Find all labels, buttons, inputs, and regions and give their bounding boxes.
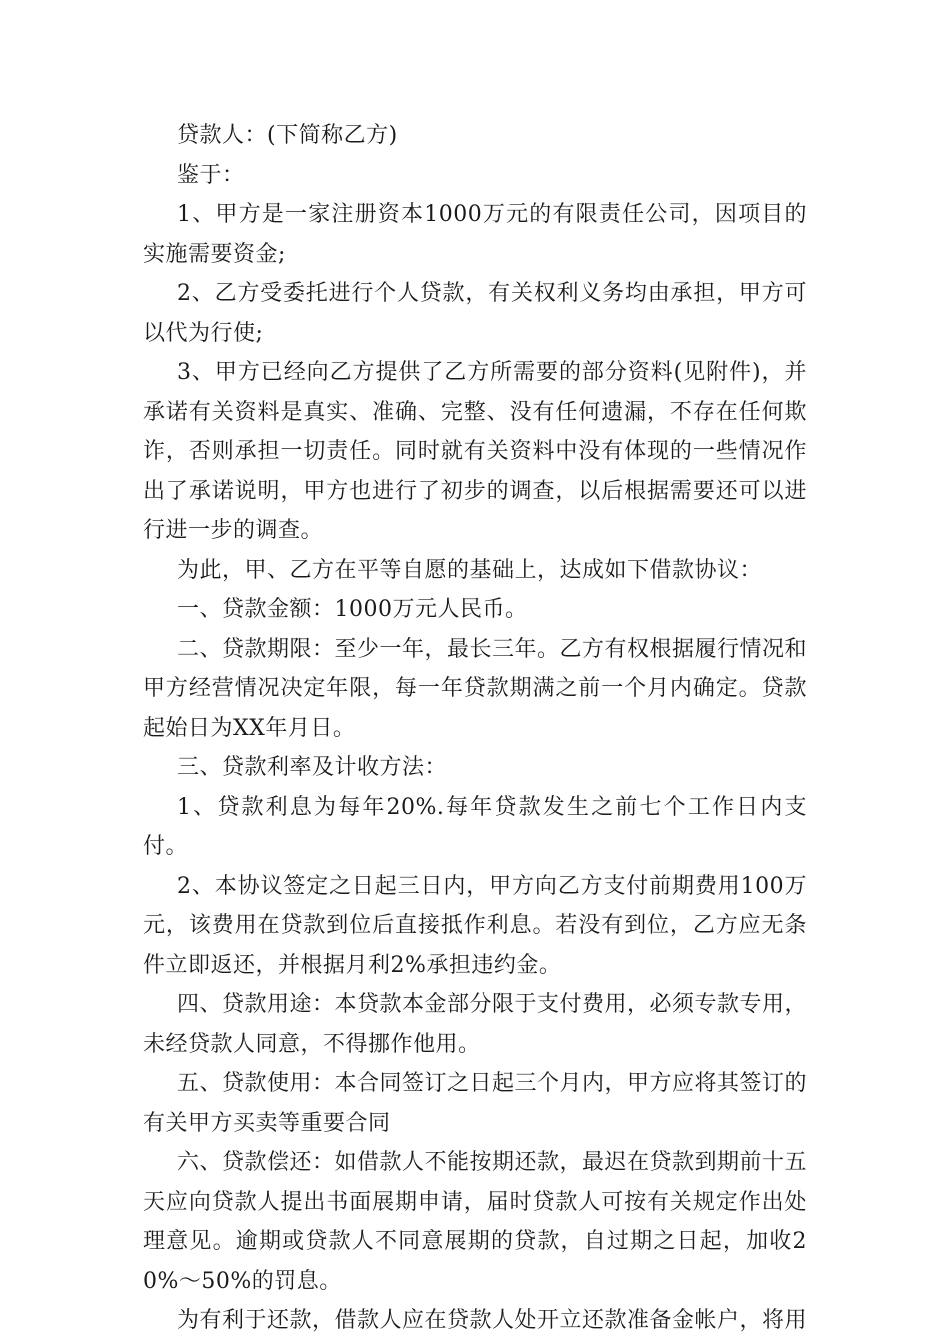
recital-2: 2、乙方受委托进行个人贷款，有关权利义务均由承担，甲方可以代为行使;	[143, 281, 807, 346]
clause-loan-term: 二、贷款期限：至少一年，最长三年。乙方有权根据履行情况和甲方经营情况决定年限，每一年贷款期满之前一个月内确定。贷款起始日为XX年月日。	[143, 636, 808, 741]
lender-line: 贷款人：(下简称乙方)	[177, 123, 398, 148]
whereas-heading: 鉴于：	[177, 162, 245, 188]
document-body	[143, 116, 807, 1341]
agreement-intro: 为此，甲、乙方在平等自愿的基础上，达成如下借款协议：	[177, 557, 763, 583]
clause-loan-amount: 一、贷款金额：1000万元人民币。	[177, 597, 528, 622]
clause-interest-2: 2、本协议签定之日起三日内，甲方向乙方支付前期费用100万元，该费用在贷款到位后直接抵作利息。若没有到位，乙方应无条件立即返还，并根据月利2%承担违约金。	[143, 873, 807, 978]
recital-1: 1、甲方是一家注册资本1000万元的有限责任公司，因项目的实施需要资金;	[143, 202, 807, 267]
repayment-reserve-paragraph: 为有利于还款，借款人应在贷款人处开立还款准备金帐户，将用	[177, 1308, 808, 1333]
clause-repayment: 六、贷款偿还：如借款人不能按期还款，最迟在贷款到期前十五天应向贷款人提出书面展期申请，届时贷款人可按有关规定作出处理意见。逾期或贷款人不同意展期的贷款，自过期之日起，加收20%～50%的罚息。	[143, 1150, 808, 1294]
recital-3: 3、甲方已经向乙方提供了乙方所需要的部分资料(见附件)，并承诺有关资料是真实、准确、完整、没有任何遗漏，不存在任何欺诈，否则承担一切责任。同时就有关资料中没有体现的一些情况作出了承诺说明，甲方也进行了初步的调查，以后根据需要还可以进行进一步的调查。	[143, 360, 807, 543]
clause-interest-heading: 三、贷款利率及计收方法：	[177, 755, 448, 780]
clause-loan-purpose: 四、贷款用途：本贷款本金部分限于支付费用，必须专款专用，未经贷款人同意，不得挪作他用。	[143, 992, 808, 1057]
clause-loan-use: 五、贷款使用：本合同签订之日起三个月内，甲方应将其签订的有关甲方买卖等重要合同	[143, 1071, 808, 1136]
clause-interest-1: 1、贷款利息为每年20%.每年贷款发生之前七个工作日内支付。	[143, 794, 807, 859]
